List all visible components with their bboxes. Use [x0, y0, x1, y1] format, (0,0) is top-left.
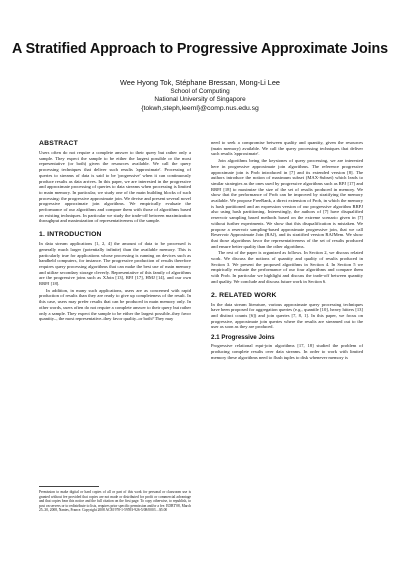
intro-paragraph-3: Join algorithms being the keystones of query processing, we are interested here in progressive approximate join algorithms. The reference progressive approximate join is Prob introduced in [7] and its extended version [8]. The authors introduce the notion of maximum subset (MAX-Subset) which leads to similar strategies as the ones used by progressive algorithms such as RPJ [17] and RRPJ [18] to maximize the size of the set of results produced in memory. We show that the performance of Prob can be improved by stratifying the memory available. We propose FreeRank, a direct extension of Prob, in which the memory is hash partitioned and an expression version of our progressive algorithm RRPJ also using hash partitioning. Interestingly, the authors of [7] have disqualified reservoir sampling based methods based on the extreme scenario given in [7] without further experiments. We show that this disqualification is mistaken. We propose a reservoir sampling-based approximate progressive join, that we call Reservoir Approximate Join (RAJ), and its stratified version RAJMem. We show that those algorithms favor the representativeness of the set of results produced and ensure better quality than the other algorithms. — [211, 158, 363, 249]
left-column — [39, 140, 191, 323]
progressive-joins-heading: 2.1 Progressive Joins — [211, 334, 275, 342]
author-email: {tokwh,steph,leeml}@comp.nus.edu.sg — [141, 105, 259, 112]
intro-continued-paragraph: need to seek a compromise between quality and quantity, given the resources (main memory) available. We call the query processing techniques that deliver such results 'approximate'. — [211, 140, 363, 157]
introduction-heading: 1. INTRODUCTION — [39, 231, 102, 239]
related-work-text: In the data stream literature, various approximate query processing techniques have been proposed for aggregation queries (e.g., quantile [10], heavy hitters [13] and distinct counts [6]) and join queries [7, 8, 1]. In this paper, we focus on progressive, approximate join queries where the results are streamed out to the user as soon as they are produced. — [211, 301, 363, 330]
intro-paragraph-4: The rest of the paper is organized as follows. In Section 2, we discuss related work. We discuss the notions of quantity and quality of results produced in Section 3. We present the proposed algorithms in Section 4. In Section 5 we empirically evaluate the performance of our four algorithms and compare them with Prob. In particular we highlight and discuss the trade-off between quantity and quality. We conclude and discuss future work in Section 6. — [211, 250, 363, 284]
paper-title: A Stratified Approach to Progressive Approximate Joins — [12, 41, 388, 57]
affiliation-university: National University of Singapore — [154, 96, 246, 103]
affiliation-school: School of Computing — [170, 88, 230, 95]
related-work-heading: 2. RELATED WORK — [211, 291, 277, 299]
author-list: Wee Hyong Tok, Stéphane Bressan, Mong-Li Lee — [120, 78, 280, 87]
abstract-heading: ABSTRACT — [39, 140, 78, 147]
progressive-joins-text: Progressive relational equi-join algorithms [17, 18] studied the problem of producing complete results over data streams. In order to work with limited memory these algorithms need to flush tuples to disk whenever memory is — [211, 343, 363, 360]
right-column — [211, 140, 363, 361]
footnote-rule — [39, 486, 99, 487]
copyright-notice: Permission to make digital or hard copies of all or part of this work for personal or classroom use is granted without fee provided that copies are not made or distributed for profit or commercial advantage and that copies bear this notice and the full citation on the first page. To copy otherwise, to republish, to post on servers or to redistribute to lists, requires prior specific permission and/or a fee. EDBT'08, March 25–30, 2008, Nantes, France. Copyright 2008 ACM 978-1-59593-926-5/08/0003 ...$5.00 — [39, 490, 191, 512]
introduction-paragraph-2: In addition, in many such applications, users are as concerned with rapid production of results than they are ready to give up completeness of the result. In this case, users may prefer results that can be produced in main memory only. In other words, users often do not require a complete answer to their query but rather only a sample. They expect the sample to be either the largest possible–they favor quantity–, the most representative–they favor quality–or both? They may — [39, 287, 191, 322]
abstract-text: Users often do not require a complete answer to their query but rather only a sample. They expect the sample to be either the largest possible or the most representative (or both) given the resources available. We call the query processing techniques that deliver such results 'approximate'. Processing of queries to streams of data is said to be 'progressive' when it can continuously produce results as data arrives. In this paper, we are interested in the progressive and approximate processing of queries to data streams when processing is limited to main memory. In particular, we study one of the main building blocks of such processing: the progressive approximate join. We devise and present several novel progressive approximate join algorithms. We empirically evaluate the performance of our algorithms and compare them with those of algorithms based on existing techniques. In particular we study the trade-off between maximization throughput and maximization of representativeness of the sample. — [39, 150, 191, 224]
introduction-paragraph-1: In data stream applications [1, 2, 4] the amount of data to be processed is generally much larger (potentially infinite) than the available memory. This is particularly true for applications whose processing is running on devices such as handheld computers, for instance. The progressive production of results therefore requires query processing algorithms that can make the best use of main memory and utilize secondary storage cleverly. Representative of this family of algorithms are the progressive joins such as XJoin [13], RPJ [17], HMJ [14], and our own RRPJ [18]. — [39, 241, 191, 287]
